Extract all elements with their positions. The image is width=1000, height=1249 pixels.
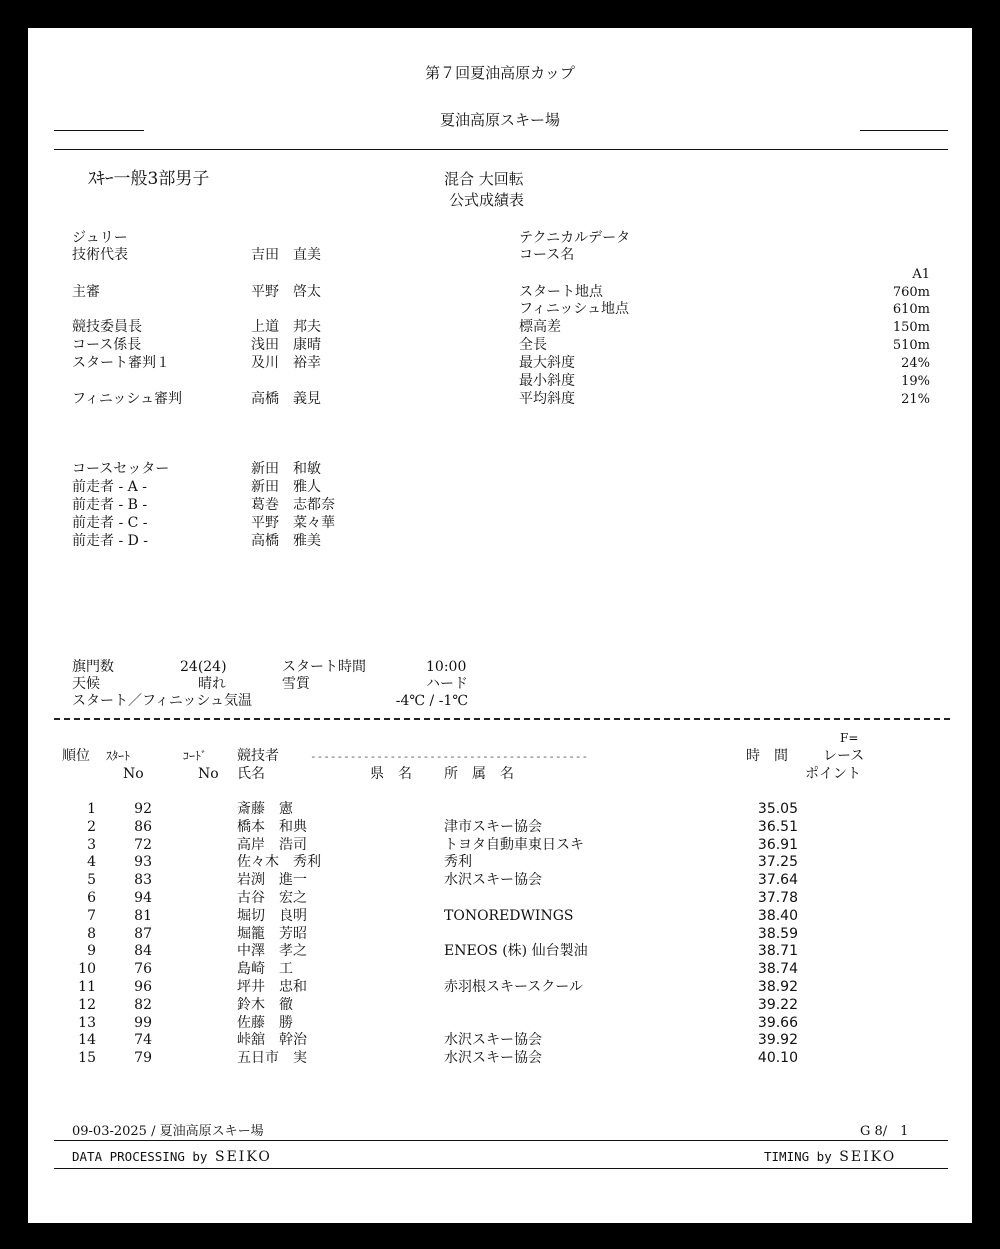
tech-label: 平均斜度 (519, 391, 575, 407)
table-row (28, 1031, 972, 1049)
weather-value: 晴れ (198, 676, 226, 692)
gates-value: 24(24) (180, 659, 227, 675)
result-time: 35.05 (757, 801, 798, 817)
col-rank: 順位 (62, 748, 90, 764)
results-sheet (28, 28, 972, 1223)
footer-date-venue: 09-03-2025 / 夏油高原スキー場 (72, 1124, 264, 1139)
result-time: 37.64 (757, 872, 798, 889)
jury-heading: ジュリー (72, 230, 128, 246)
snow-value: ハード (426, 676, 468, 692)
result-rank: 4 (87, 854, 96, 871)
section-dashed-divider (54, 718, 950, 720)
temperature-label: スタート／フィニッシュ気温 (72, 693, 253, 709)
snow-label: 雪質 (282, 676, 310, 692)
setter-role: コースセッター (72, 461, 170, 477)
jury-name: 浅田 康晴 (251, 337, 321, 353)
col-start: ｽﾀｰﾄ (106, 749, 131, 763)
result-bib: 81 (134, 907, 152, 924)
table-row (28, 889, 972, 907)
result-rank: 13 (78, 1014, 96, 1031)
result-rank: 11 (78, 979, 96, 995)
temperature-value: -4℃ / -1℃ (395, 693, 468, 709)
col-points: ポイント (805, 766, 861, 782)
result-bib: 74 (134, 1032, 152, 1049)
result-rank: 3 (87, 836, 96, 853)
result-athlete-name: 峠舘 幹治 (237, 1032, 307, 1049)
result-time: 39.66 (757, 1014, 798, 1031)
result-time: 39.22 (757, 996, 798, 1013)
course-name-value: A1 (912, 267, 930, 282)
result-athlete-name: 岩渕 進一 (237, 872, 307, 889)
tech-label: 標高差 (519, 319, 561, 335)
result-rank: 9 (87, 943, 96, 960)
result-athlete-name: 島崎 工 (237, 961, 293, 978)
table-row (28, 960, 972, 978)
result-club: 赤羽根スキースクール (444, 979, 584, 995)
setter-name: 新田 雅人 (251, 479, 321, 495)
table-row (28, 907, 972, 925)
result-bib: 99 (134, 1014, 152, 1031)
result-athlete-name: 中澤 孝之 (237, 943, 307, 960)
weather-label: 天候 (72, 676, 100, 692)
jury-role: スタート審判１ (72, 355, 170, 371)
venue-title: 夏油高原スキー場 (439, 111, 560, 129)
jury-role: コース係長 (72, 337, 142, 353)
setter-role: 前走者 - A - (72, 479, 147, 495)
result-rank: 1 (87, 801, 96, 817)
jury-role: 競技委員長 (72, 319, 142, 335)
header-divider (54, 149, 948, 150)
result-bib: 87 (134, 925, 152, 942)
result-club: ENEOS (株) 仙台製油 (444, 943, 588, 960)
result-time: 38.40 (757, 907, 798, 924)
tech-value: 760m (892, 285, 930, 300)
footer-timing (764, 1148, 896, 1166)
result-rank: 14 (78, 1032, 96, 1049)
result-time: 38.92 (757, 979, 798, 995)
result-bib: 84 (134, 943, 152, 960)
result-club: TONOREDWINGS (444, 907, 574, 924)
result-time: 36.51 (757, 818, 798, 835)
result-rank: 10 (78, 961, 96, 978)
col-code-no: No (198, 766, 219, 782)
jury-name: 高橋 義見 (251, 391, 321, 407)
result-bib: 93 (134, 854, 152, 871)
table-row (28, 836, 972, 854)
result-rank: 2 (87, 818, 96, 835)
setter-name: 高橋 雅美 (251, 533, 321, 549)
result-bib: 83 (134, 872, 152, 889)
tech-value: 510m (892, 338, 930, 353)
result-athlete-name: 坪井 忠和 (237, 979, 307, 995)
footer-rule (54, 1140, 948, 1141)
result-bib: 92 (134, 801, 152, 817)
tech-value: 150m (892, 320, 930, 335)
result-athlete-name: 古谷 宏之 (237, 890, 307, 906)
seiko-logo: SEIKO (839, 1149, 897, 1165)
result-rank: 8 (87, 925, 96, 942)
footer-bottom-rule (54, 1168, 948, 1169)
result-time: 38.71 (757, 943, 798, 960)
jury-name: 平野 啓太 (251, 284, 321, 300)
technical-heading: テクニカルデータ (519, 230, 631, 246)
col-code: ｺｰﾄﾞ (183, 749, 208, 763)
result-time: 40.10 (757, 1050, 798, 1067)
timing-label: TIMING by (764, 1149, 832, 1164)
result-club: 水沢スキー協会 (444, 1050, 542, 1067)
result-time: 38.74 (757, 961, 798, 978)
result-athlete-name: 斎藤 憲 (237, 801, 293, 817)
gates-label: 旗門数 (72, 659, 114, 675)
col-name: 氏名 (237, 766, 265, 782)
result-bib: 82 (134, 996, 152, 1013)
result-time: 37.78 (757, 890, 798, 906)
col-start-no: No (123, 766, 144, 782)
table-row (28, 925, 972, 943)
result-athlete-name: 佐々木 秀利 (237, 854, 321, 871)
tech-value: 21% (901, 392, 930, 407)
setter-role: 前走者 - B - (72, 497, 148, 513)
result-bib: 72 (134, 836, 152, 853)
footer-page-number: G 8/ 1 (860, 1124, 909, 1139)
tech-label: 最小斜度 (519, 373, 575, 389)
tech-label: フィニッシュ地点 (519, 301, 630, 317)
setter-name: 葛巻 志都奈 (251, 497, 335, 513)
result-athlete-name: 五日市 実 (237, 1050, 307, 1067)
start-time-label: スタート時間 (282, 659, 366, 675)
jury-role: 技術代表 (72, 247, 128, 263)
result-bib: 79 (134, 1050, 152, 1067)
setter-name: 新田 和敏 (251, 461, 321, 477)
event-title: 第７回夏油高原カップ (425, 64, 575, 82)
result-bib: 96 (134, 979, 152, 995)
table-row (28, 1014, 972, 1032)
result-bib: 76 (134, 961, 152, 978)
table-row (28, 818, 972, 836)
result-athlete-name: 堀切 良明 (237, 907, 307, 924)
tech-label: スタート地点 (519, 284, 603, 300)
table-row (28, 978, 972, 996)
seiko-logo: SEIKO (215, 1149, 272, 1165)
tech-value: 24% (901, 356, 930, 371)
table-row (28, 853, 972, 871)
footer-data-processing (72, 1148, 272, 1166)
result-club: トヨタ自動車東日スキ (444, 836, 584, 853)
result-club: 水沢スキー協会 (444, 1032, 542, 1049)
result-time: 37.25 (757, 854, 798, 871)
table-row (28, 1049, 972, 1067)
tech-label: 全長 (519, 337, 547, 353)
result-athlete-name: 橋本 和典 (237, 818, 307, 835)
col-f-factor: F= (840, 731, 859, 745)
tech-value: 610m (892, 302, 930, 317)
table-row (28, 871, 972, 889)
col-athlete: 競技者 (237, 748, 279, 764)
result-athlete-name: 高岸 浩司 (237, 836, 307, 853)
result-athlete-name: 鈴木 徹 (237, 996, 293, 1013)
setter-role: 前走者 - D - (72, 533, 149, 549)
jury-name: 及川 裕幸 (251, 355, 321, 371)
setter-role: 前走者 - C - (72, 515, 148, 531)
col-club: 所 属 名 (444, 766, 514, 782)
category-label: ｽｷｰ一般3部男子 (88, 169, 210, 189)
jury-role: 主審 (72, 284, 100, 300)
jury-name: 吉田 直美 (251, 247, 321, 263)
setter-name: 平野 菜々華 (251, 515, 335, 531)
result-club: 津市スキー協会 (444, 818, 542, 835)
result-bib: 94 (134, 890, 152, 906)
tech-label: 最大斜度 (519, 355, 575, 371)
header-rule-right (860, 130, 948, 131)
result-club: 秀利 (444, 854, 472, 871)
result-bib: 86 (134, 818, 152, 835)
result-time: 36.91 (757, 836, 798, 853)
result-rank: 7 (87, 907, 96, 924)
result-rank: 12 (78, 996, 96, 1013)
jury-role: フィニッシュ審判 (72, 391, 183, 407)
col-prefecture: 県 名 (370, 766, 412, 782)
col-time: 時 間 (746, 748, 788, 764)
result-club: 水沢スキー協会 (444, 872, 542, 889)
table-row (28, 942, 972, 960)
event-name: 混合 大回転 (444, 170, 524, 188)
result-rank: 5 (87, 872, 96, 889)
result-athlete-name: 佐藤 勝 (237, 1014, 293, 1031)
tech-value: 19% (901, 374, 930, 389)
event-subtitle: 公式成績表 (449, 191, 525, 209)
table-row (28, 996, 972, 1014)
jury-name: 上道 邦夫 (251, 319, 321, 335)
col-athlete-rule: ------------------------------------------ (310, 750, 589, 763)
col-race: レース (823, 748, 865, 764)
result-time: 39.92 (757, 1032, 798, 1049)
result-athlete-name: 堀籠 芳昭 (237, 925, 307, 942)
start-time-value: 10:00 (426, 659, 467, 675)
course-name-label: コース名 (519, 247, 575, 263)
result-rank: 15 (78, 1050, 96, 1067)
data-processing-label: DATA PROCESSING by (72, 1149, 208, 1164)
table-row (28, 800, 972, 818)
header-rule-left (54, 130, 144, 131)
result-time: 38.59 (757, 925, 798, 942)
result-rank: 6 (87, 890, 96, 906)
